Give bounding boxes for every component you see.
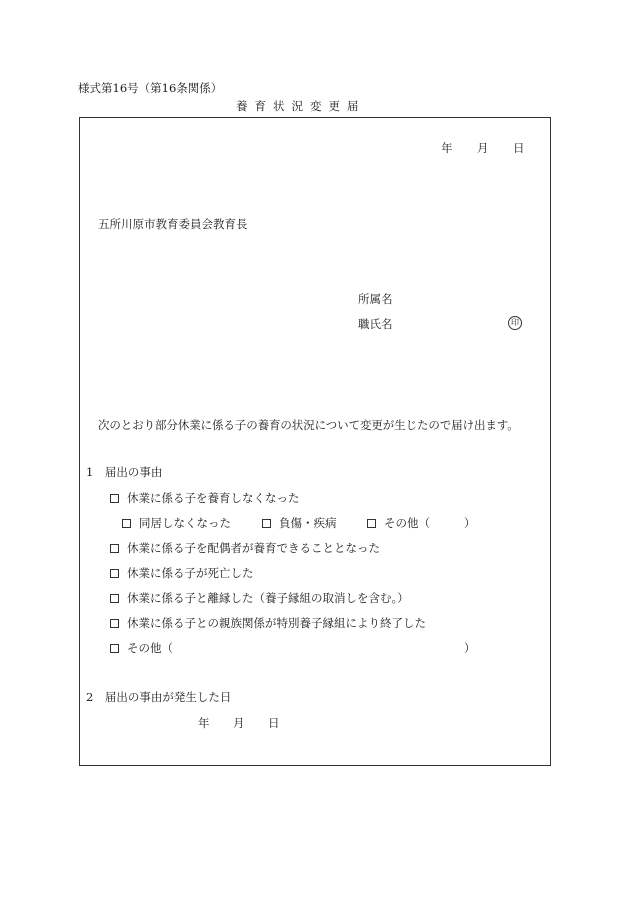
reason-option-1[interactable] (110, 490, 300, 506)
reason-option-6[interactable] (110, 640, 173, 656)
reason-option-4[interactable] (110, 590, 409, 606)
sub-option-1[interactable] (122, 515, 231, 531)
reason-option-5[interactable] (110, 615, 426, 631)
checkbox[interactable] (367, 519, 376, 528)
reason-option-2[interactable] (110, 540, 380, 556)
occurrence-month-label: 月 (233, 716, 245, 730)
date-day-label: 日 (513, 141, 525, 155)
form-number: 様式第16号（第16条関係） (78, 81, 223, 95)
sub-option-3-label: その他（ (384, 516, 430, 530)
reason-option-2-label: 休業に係る子を配偶者が養育できることとなった (127, 541, 380, 555)
checkbox[interactable] (122, 519, 131, 528)
statement-text: 次のとおり部分休業に係る子の養育の状況について変更が生じたので届け出ます。 (98, 418, 519, 432)
reason-option-3-label: 休業に係る子が死亡した (127, 566, 254, 580)
section1-heading: 1 届出の事由 (86, 465, 163, 479)
occurrence-day-label: 日 (268, 716, 280, 730)
checkbox[interactable] (110, 594, 119, 603)
name-label: 職氏名 (358, 317, 393, 331)
checkbox[interactable] (262, 519, 271, 528)
checkbox[interactable] (110, 619, 119, 628)
reason-option-1-label: 休業に係る子を養育しなくなった (127, 491, 300, 505)
seal-mark: 印 (508, 316, 522, 330)
date-month-label: 月 (477, 141, 489, 155)
sub-option-3-close-paren: ） (464, 516, 476, 530)
sub-option-2-label: 負傷・疾病 (279, 516, 337, 530)
sub-option-1-label: 同居しなくなった (139, 516, 231, 530)
date-year-label: 年 (441, 141, 453, 155)
checkbox[interactable] (110, 544, 119, 553)
reason-option-5-label: 休業に係る子との親族関係が特別養子縁組により終了した (127, 616, 426, 630)
affiliation-label: 所属名 (358, 292, 393, 306)
section2-heading: 2 届出の事由が発生した日 (86, 690, 232, 704)
form-title: 養育状況変更届 (236, 99, 366, 113)
checkbox[interactable] (110, 494, 119, 503)
reason-option-4-label: 休業に係る子と離縁した（養子縁組の取消しを含む。） (127, 591, 409, 605)
addressee: 五所川原市教育委員会教育長 (98, 217, 248, 231)
reason-option-6-label: その他（ (127, 641, 173, 655)
reason-option-6-close-paren: ） (464, 641, 476, 655)
checkbox[interactable] (110, 569, 119, 578)
occurrence-year-label: 年 (198, 716, 210, 730)
reason-option-3[interactable] (110, 565, 254, 581)
sub-option-2[interactable] (262, 515, 337, 531)
form-frame (79, 117, 551, 766)
sub-option-3[interactable] (367, 515, 430, 531)
checkbox[interactable] (110, 644, 119, 653)
